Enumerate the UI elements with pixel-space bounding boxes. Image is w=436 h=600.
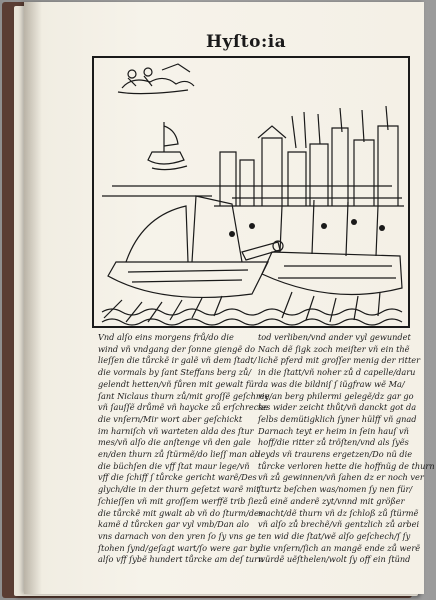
text-line: zů einẽ anderẽ zyt/vnnd mit größer xyxy=(258,495,405,506)
text-line: Vnd alſo eins morgens frů/do die xyxy=(98,332,234,342)
text-line: wind vñ vndgang der ſonne giengẽ do xyxy=(98,343,256,354)
text-line: die vormals by ſant Steffans berg zů/ xyxy=(98,367,252,378)
text-line: die tůrckẽ mit gwalt ab vñ do ſturm/des xyxy=(98,507,264,518)
text-line: vñ ſauſſẽ drůmẽ vñ haycke zů erſchrecke xyxy=(98,402,269,413)
text-line: tod verliben/vnd ander vyl gewundet xyxy=(258,332,411,342)
text-line: en/den thurn zů ſtürmẽ/do lieſſ man ab xyxy=(98,449,260,460)
text-line: lichẽ pferd mit groſſer menig der ritter xyxy=(258,355,421,366)
text-line: die vnſern/ſich an mangẽ ende zů werẽ xyxy=(258,542,421,553)
text-line: vns darnach von den yren ſo ſy vns ge xyxy=(98,530,256,541)
text-line: tůrcke verloren hette die hoffnũg de thurn xyxy=(258,460,435,471)
woodcut-illustration xyxy=(92,56,410,328)
text-line: in die ſtatt/vñ noher zů d capelle/daru xyxy=(258,367,416,378)
text-line: kamẽ d tůrcken gar vyl vmb/Dan alo xyxy=(98,519,249,530)
running-head: Hyſto:ia xyxy=(206,32,287,52)
text-line: ſturtz beſchen was/nomen ſy nen für/ xyxy=(258,484,413,495)
text-line: die vnſern/Mir wort aber geſchickt xyxy=(98,413,243,424)
text-line: ſchieſſen vñ mit groſſem werffẽ trib ſie xyxy=(98,495,259,506)
text-line: ſant Niclaus thurn zů/mit groſſẽ geſchrey xyxy=(98,390,270,401)
text-line: da was die bildniſ ſ iũgfraw wẽ Ma/ xyxy=(258,378,405,389)
text-line: alſo vff ſybẽ hundert tůrcke am deſ turn xyxy=(98,554,264,565)
text-line: würdẽ uẽſthelen/wolt ſy off ein ſtünd xyxy=(258,554,411,565)
text-line: hoff/die ritter zů tröſten/vnd als ſyẽs xyxy=(258,437,409,448)
text-line: tes wider zeicht thůt/vñ danckt got da xyxy=(258,402,417,413)
text-line: vñ alſo zů brechẽ/vñ gentzlich zů arbei xyxy=(258,519,420,530)
text-column-left xyxy=(98,332,270,594)
text-line: macht/dẽ thurn vñ dz ſchloß zů ſtürmẽ xyxy=(258,507,419,518)
text-line: Nach dẽ ſigk zoch meiſter vñ ein thẽ xyxy=(258,343,410,354)
page-gutter-shadow xyxy=(24,2,42,594)
text-line: lieſſen die tůrckẽ ir galẽ vñ dem ſtadt/ xyxy=(98,355,257,366)
text-line: die büchſen die vff ſtat maur lege/vñ xyxy=(98,460,250,471)
text-line: rie/an berg philermi gelegẽ/dz gar go xyxy=(258,390,414,401)
text-line: ſelbs demütigklich ſyner hülff vñ gnad xyxy=(258,413,417,424)
text-line: gelendt hetten/vñ fůren mit gewalt für xyxy=(98,378,258,389)
text-line: mes/vñ alſo die anſtenge vñ den gale xyxy=(98,437,251,448)
text-line: Darnach teyt er heim in ſein hauſ vñ xyxy=(258,425,409,436)
text-line: ſtohen ſynd/geſagt wart/ſo were gar by xyxy=(98,542,260,553)
harbor-siege-woodcut xyxy=(92,56,410,328)
text-line: vff die ſchiff ſ tůrcke gericht warẽ/Des xyxy=(98,472,257,483)
text-line: vñ zů gewinnen/vñ ſahen dz er noch ver xyxy=(258,472,424,483)
text-line: ten wid die ſtat/wẽ alſo geſchech/ſ ſy xyxy=(258,530,411,541)
text-line: im harniſch vñ warteten alda des ſtur xyxy=(98,425,254,436)
text-line: glych/die in der thurn geſetzt warẽ mit xyxy=(98,484,260,495)
text-line: leyds vñ traurens ergetzen/Do nũ die xyxy=(258,449,413,460)
text-column-right xyxy=(258,332,435,594)
